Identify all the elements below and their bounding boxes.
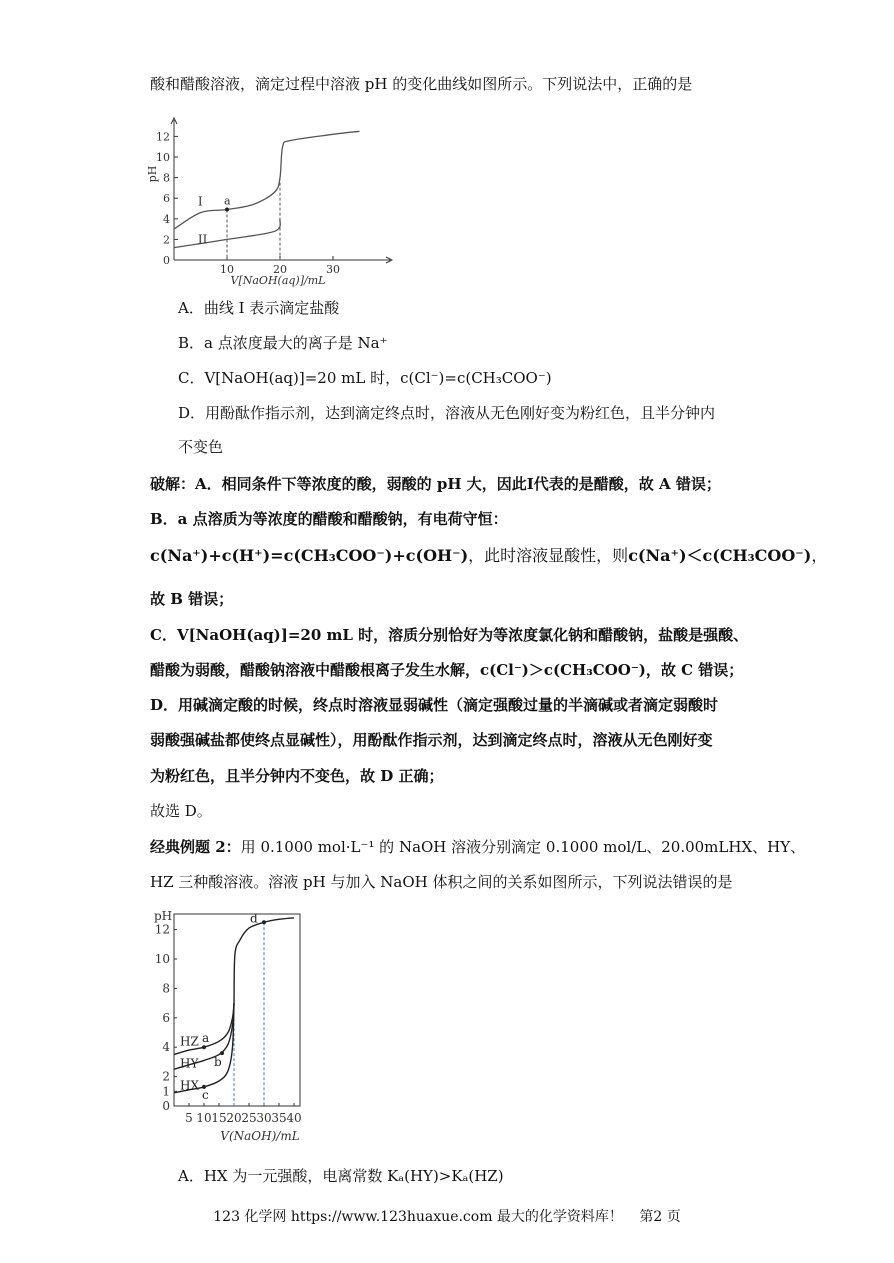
- y-tick-label: 10: [156, 151, 170, 164]
- point-label-b: b: [214, 1055, 222, 1070]
- y-tick-label: 8: [162, 981, 170, 996]
- y-axis-label: pH: [154, 909, 173, 923]
- y-tick-label: 12: [156, 130, 170, 144]
- analysis-b-end: ，: [811, 546, 828, 565]
- curve-label-i: I: [197, 194, 203, 209]
- x-tick-label: 25: [241, 1111, 257, 1125]
- chart-titration-2: [150, 906, 315, 1148]
- y-tick-label: 0: [162, 1099, 170, 1113]
- curve-label-hy: HY: [180, 1056, 199, 1071]
- analysis-c-2: 醋酸为弱酸，醋酸钠溶液中醋酸根离子发生水解，c(Cl⁻)＞c(CH₃COO⁻)，故 C 错误；: [150, 661, 744, 679]
- example2-title: 经典例题 2：: [150, 838, 241, 856]
- analysis-d-2: 弱酸强碱盐都使终点显碱性），用酚酞作指示剂，达到滴定终点时，溶液从无色刚好变: [150, 731, 713, 749]
- curve-label-hz: HZ: [180, 1034, 199, 1049]
- y-tick-label: 2: [163, 233, 170, 247]
- analysis-d-3: 为粉红色，且半分钟内不变色，故 D 正确；: [150, 767, 444, 785]
- x-tick-label: 35: [271, 1111, 287, 1125]
- analysis-a: 破解：A．相同条件下等浓度的酸，弱酸的 pH 大，因此I代表的是醋酸，故 A 错误；: [150, 475, 721, 493]
- point-label-a: a: [202, 1031, 210, 1046]
- option-b: B．a 点浓度最大的离子是 Na⁺: [178, 334, 388, 352]
- example2-line2: HZ 三种酸溶液。溶液 pH 与加入 NaOH 体积之间的关系如图所示，下列说法错误的是: [150, 873, 733, 891]
- x-tick-label: 30: [256, 1111, 272, 1125]
- y-tick-label: 4: [162, 1040, 170, 1055]
- curve-label-ii: II: [197, 232, 208, 247]
- point-label-d: d: [250, 911, 258, 926]
- y-tick-label: 12: [154, 922, 170, 937]
- y-tick-label: 10: [154, 952, 170, 966]
- analysis-b-conclusion: 故 B 错误；: [150, 590, 234, 608]
- x-tick-label: 20: [226, 1111, 242, 1125]
- y-tick-label: 6: [162, 1010, 170, 1025]
- analysis-b-formula-line: [150, 546, 827, 566]
- x-tick-label: 10: [196, 1111, 212, 1125]
- y-tick-label: 2: [162, 1069, 170, 1084]
- y-tick-label: 8: [163, 171, 170, 185]
- x-tick-label: 15: [211, 1111, 227, 1125]
- plot-frame: [174, 914, 300, 1106]
- analysis-b: B．a 点溶质为等浓度的醋酸和醋酸钠，有电荷守恒：: [150, 510, 508, 528]
- question-intro: 酸和醋酸溶液，滴定过程中溶液 pH 的变化曲线如图所示。下列说法中，正确的是: [150, 75, 693, 93]
- point-d: [262, 920, 266, 924]
- y-axis-label: pH: [146, 165, 159, 183]
- example2-line1: [150, 837, 805, 857]
- answer-line: 故选 D。: [150, 802, 212, 820]
- option-d-cont: 不变色: [178, 438, 224, 456]
- analysis-d-1: D．用碱滴定酸的时候，终点时溶液显弱碱性（滴定强酸过量的半滴碱或者滴定弱酸时: [150, 696, 719, 714]
- y-tick-label: 4: [163, 212, 170, 226]
- y-tick-label: 1: [162, 1084, 170, 1099]
- curve-label-hx: HX: [180, 1078, 200, 1093]
- page-footer: [0, 1206, 894, 1226]
- chart-titration-1: [140, 112, 400, 290]
- option-d: D．用酚酞作指示剂，达到滴定终点时，溶液从无色刚好变为粉红色，且半分钟内: [178, 404, 716, 422]
- example2-option-a: A．HX 为一元强酸，电离常数 Kₐ(HY)>Kₐ(HZ): [178, 1167, 504, 1185]
- point-label-c: c: [202, 1087, 209, 1102]
- charge-balance-formula: c(Na⁺)+c(H⁺)=c(CH₃COO⁻)+c(OH⁻): [150, 546, 469, 565]
- footer-site: 123 化学网 https://www.123huaxue.com 最大的化学资料库！: [213, 1209, 623, 1225]
- x-tick-label: 30: [326, 263, 340, 276]
- x-tick-label: 40: [286, 1111, 302, 1125]
- ion-comparison-formula: c(Na⁺)＜c(CH₃COO⁻): [628, 546, 812, 565]
- option-a: A．曲线 I 表示滴定盐酸: [178, 299, 340, 317]
- curve-ii: [174, 219, 280, 248]
- x-tick-label: 20: [273, 263, 287, 276]
- option-c: C．V[NaOH(aq)]=20 mL 时，c(Cl⁻)=c(CH₃COO⁻): [178, 369, 552, 387]
- curve-excess: [234, 918, 294, 1003]
- point-a: [225, 208, 229, 212]
- y-tick-label: 0: [163, 254, 170, 267]
- example2-text: 用 0.1000 mol·L⁻¹ 的 NaOH 溶液分别滴定 0.1000 mol/L、20.00mLHX、HY、: [240, 838, 806, 856]
- analysis-b-mid: ，此时溶液显酸性，则: [468, 546, 629, 565]
- y-tick-label: 6: [163, 192, 170, 206]
- analysis-c-1: C．V[NaOH(aq)]=20 mL 时，溶质分别恰好为等浓度氯化钠和醋酸钠，盐酸是强酸、: [150, 626, 749, 644]
- curve-i: [174, 131, 360, 229]
- x-tick-label: 5: [185, 1111, 193, 1125]
- point-label-a: a: [224, 194, 231, 208]
- x-axis-label: V(NaOH)/mL: [220, 1129, 300, 1143]
- x-tick-label: 10: [220, 263, 234, 276]
- x-axis-label: V[NaOH(aq)]/mL: [230, 274, 326, 287]
- point-a: [202, 1045, 206, 1049]
- footer-page-number: 第2 页: [639, 1209, 681, 1225]
